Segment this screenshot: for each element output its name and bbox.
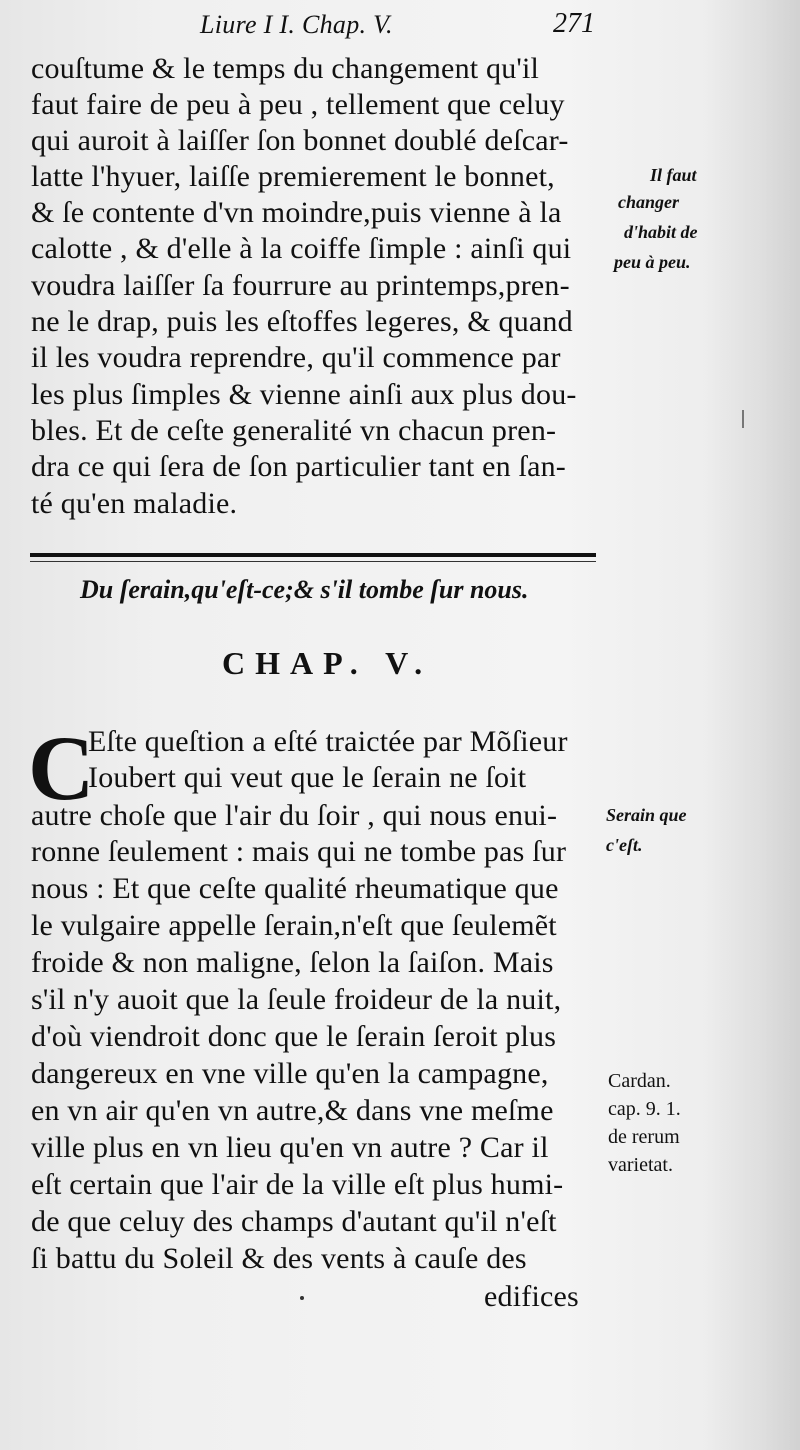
margin-note-line: varietat. [608, 1154, 673, 1176]
body-line: nous : Et que ceſte qualité rheumatique que [31, 872, 559, 905]
body-line: té qu'en maladie. [31, 487, 238, 520]
body-line: ville plus en vn lieu qu'en vn autre ? Car il [31, 1131, 549, 1164]
margin-note-line: d'habit de [624, 222, 698, 242]
body-line: il les voudra reprendre, qu'il commence par [31, 341, 561, 374]
body-line: dangereux en vne ville qu'en la campagne, [31, 1057, 549, 1090]
ink-speck [742, 410, 744, 428]
section-title: Du ſerain,qu'eſt-ce;& s'il tombe ſur nous. [80, 575, 529, 604]
body-line: ſi battu du Soleil & des vents à cauſe des [31, 1242, 527, 1275]
page-number: 271 [553, 8, 595, 39]
margin-note-line: cap. 9. 1. [608, 1098, 681, 1120]
section-rule [30, 553, 596, 557]
body-line: faut faire de peu à peu , tellement que celuy [31, 88, 565, 121]
body-line: de que celuy des champs d'autant qu'il n'eſt [31, 1205, 557, 1238]
body-line: eſt certain que l'air de la ville eſt plus humi- [31, 1168, 564, 1201]
running-header: Liure I I. Chap. V. [200, 10, 393, 39]
catchword: edifices [484, 1280, 579, 1313]
body-line: s'il n'y auoit que la ſeule froideur de la nuit, [31, 983, 562, 1016]
ink-speck [300, 1296, 304, 1300]
body-line: Eſte queſtion a eſté traictée par Mõſieur [88, 725, 568, 758]
body-line: ronne ſeulement : mais qui ne tombe pas ſur [31, 835, 567, 868]
body-line: ne le drap, puis les eſtoffes legeres, & quand [31, 305, 573, 338]
drop-cap: C [28, 717, 95, 819]
body-line: d'où viendroit donc que le ſerain ſeroit plus [31, 1020, 557, 1053]
body-line: voudra laiſſer ſa fourrure au printemps,pren- [31, 269, 570, 302]
body-line: couſtume & le temps du changement qu'il [31, 52, 540, 85]
body-line: les plus ſimples & vienne ainſi aux plus dou- [31, 378, 577, 411]
body-line: bles. Et de ceſte generalité vn chacun pren- [31, 414, 557, 447]
body-line: le vulgaire appelle ſerain,n'eſt que ſeulemẽt [31, 909, 557, 942]
body-line: dra ce qui ſera de ſon particulier tant en ſan- [31, 450, 566, 483]
body-line: en vn air qu'en vn autre,& dans vne meſme [31, 1094, 554, 1127]
margin-note-line: de rerum [608, 1126, 680, 1148]
body-line: calotte , & d'elle à la coiffe ſimple : ainſi qui [31, 232, 572, 265]
margin-note-line: c'eſt. [606, 835, 643, 855]
margin-note-line: peu à peu. [614, 252, 691, 272]
facing-page-bleed [705, 0, 800, 1450]
body-line: latte l'hyuer, laiſſe premierement le bonnet, [31, 160, 555, 193]
section-rule-thin [30, 561, 596, 562]
body-line: Ioubert qui veut que le ſerain ne ſoit [88, 761, 527, 794]
margin-note-line: Cardan. [608, 1070, 671, 1092]
body-line: froide & non maligne, ſelon la ſaiſon. Mais [31, 946, 554, 979]
body-line: qui auroit à laiſſer ſon bonnet doublé deſcar- [31, 124, 569, 157]
body-line: autre choſe que l'air du ſoir , qui nous enui- [31, 799, 558, 832]
body-line: & ſe contente d'vn moindre,puis vienne à la [31, 196, 562, 229]
margin-note-line: Serain que [606, 805, 687, 825]
chapter-heading: CHAP. V. [222, 645, 433, 681]
margin-note-line: changer [618, 192, 680, 212]
margin-note-line: Il faut [650, 165, 697, 185]
